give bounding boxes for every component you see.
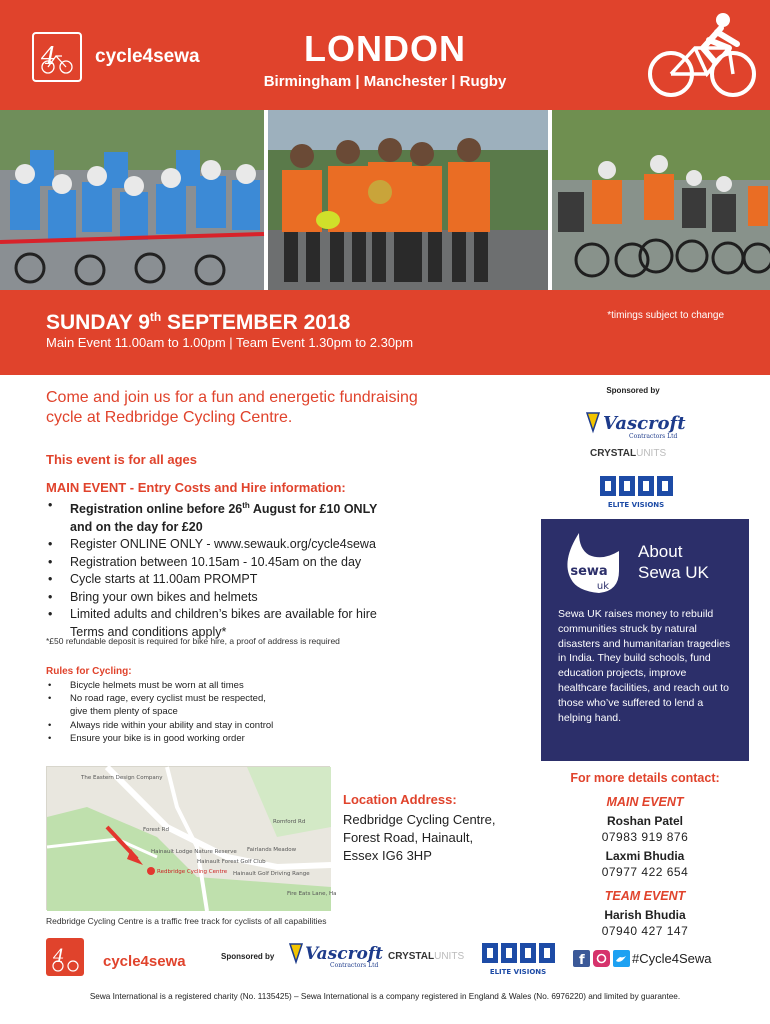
photo-children-start-line [0, 110, 264, 290]
list-item: • Always ride within your ability and stay in control [46, 719, 366, 732]
svg-text:4: 4 [41, 42, 57, 70]
vascroft-logo [570, 411, 696, 440]
brand-name: cycle4sewa [103, 953, 186, 970]
all-ages-heading: This event is for all ages [46, 452, 197, 467]
instagram-icon[interactable] [593, 950, 610, 967]
svg-text:Contractors Ltd: Contractors Ltd [629, 433, 678, 440]
about-title: About Sewa UK [638, 542, 709, 582]
vascroft-logo [288, 942, 384, 975]
about-sewa-panel [541, 519, 749, 761]
svg-text:Vascroft: Vascroft [603, 413, 686, 434]
footer-text: Sewa International is a registered charity (No. 1135425) – Sewa International is a company registered in England & Wales (No. 6976220) and limited by guarantee. [89, 992, 681, 1001]
svg-text:ELITE VISIONS: ELITE VISIONS [607, 501, 665, 509]
elite-visions-logo [480, 941, 556, 982]
elite-visions-logo [598, 474, 674, 515]
map-caption: Redbridge Cycling Centre is a traffic free track for cyclists of all capabilities [46, 916, 327, 926]
main-event-list [46, 497, 456, 641]
page-subtitle: Birmingham | Manchester | Rugby [263, 73, 507, 90]
svg-text:Vascroft: Vascroft [305, 944, 384, 964]
date-banner [0, 290, 770, 375]
contact-phone[interactable]: 07977 422 654 [601, 865, 689, 879]
crystal-units-logo: CRYSTALUNITS [388, 951, 465, 962]
rules-list [46, 679, 366, 745]
contact-phone[interactable]: 07940 427 147 [601, 924, 689, 938]
contact-heading: For more details contact: [570, 771, 720, 785]
event-photos [0, 110, 770, 290]
facebook-icon[interactable] [573, 950, 590, 968]
svg-text:Redbridge Cycling Centre: Redbridge Cycling Centre [157, 869, 228, 875]
main-event-heading: MAIN EVENT - Entry Costs and Hire information: [46, 480, 346, 495]
intro-text: Come and join us for a fun and energetic fundraising cycle at Redbridge Cycling Centre. [46, 389, 418, 426]
event-date: SUNDAY 9th SEPTEMBER 2018 [46, 310, 351, 334]
svg-text:Hainault Forest Golf Club: Hainault Forest Golf Club [197, 859, 266, 865]
list-item: • Limited adults and children’s bikes are available for hire [46, 606, 456, 624]
svg-text:f: f [579, 953, 585, 968]
svg-text:Fairlands Meadow: Fairlands Meadow [247, 847, 297, 853]
svg-text:uk: uk [596, 581, 610, 592]
list-item: and on the day for £20 [70, 519, 203, 534]
list-item: Terms and conditions apply* [70, 624, 227, 639]
social-icons [573, 950, 631, 973]
photo-cyclists-race [552, 110, 770, 290]
list-item: • Bicycle helmets must be worn at all times [46, 679, 366, 692]
rules-heading: Rules for Cycling: [46, 666, 132, 677]
crystal-units-logo: CRYSTALUNITS [590, 448, 667, 459]
svg-text:sewa: sewa [570, 564, 608, 579]
svg-text:Romford Rd: Romford Rd [273, 819, 306, 825]
about-text: Sewa UK raises money to rebuild communities struck by natural disasters and humanitarian tragedies in India. They build schools, fund education projects, improve healthcare facilities, and reach out to those who’ve suffered to lend a helping hand. [558, 608, 731, 724]
twitter-icon[interactable] [613, 950, 630, 967]
header-banner [0, 0, 770, 110]
cycle4sewa-logo-icon [46, 938, 84, 976]
list-item: • No road rage, every cyclist must be respected, [46, 692, 366, 705]
list-item: • Registration between 10.15am - 10.45am on the day [46, 554, 456, 572]
list-item: give them plenty of space [70, 706, 178, 718]
svg-text:Fire Eats Lane, Ha: Fire Eats Lane, Ha [287, 891, 337, 897]
sponsored-by-label: Sponsored by [221, 952, 275, 961]
svg-text:Hainault Lodge Nature Reserve: Hainault Lodge Nature Reserve [151, 849, 237, 855]
location-heading: Location Address: [343, 792, 457, 807]
sponsors-panel [570, 386, 696, 509]
hashtag: #Cycle4Sewa [632, 951, 712, 966]
location-address: Redbridge Cycling Centre, Forest Road, Hainault, Essex IG6 3HP [343, 812, 496, 863]
team-event-contact-heading: TEAM EVENT [604, 889, 686, 903]
svg-text:ELITE VISIONS: ELITE VISIONS [489, 968, 547, 976]
brand-name: cycle4sewa [95, 46, 200, 67]
list-item: • Ensure your bike is in good working order [46, 732, 366, 745]
list-item: • Registration online before 26th August for £10 ONLY [46, 497, 456, 519]
contact-panel [540, 771, 750, 938]
page-title: LONDON [304, 28, 466, 69]
svg-text:The Eastern Design Company: The Eastern Design Company [81, 775, 163, 781]
list-item: • Cycle starts at 11.00am PROMPT [46, 571, 456, 589]
contact-phone[interactable]: 07983 919 876 [601, 830, 689, 844]
svg-text:Hainault Golf Driving Range: Hainault Golf Driving Range [233, 871, 310, 877]
deposit-note: *£50 refundable deposit is required for bike hire, a proof of address is required [46, 636, 340, 646]
location-map[interactable] [46, 766, 337, 910]
photo-team-with-trophy [268, 110, 548, 290]
main-event-contact-heading: MAIN EVENT [606, 795, 684, 809]
sponsored-by-label: Sponsored by [606, 386, 660, 395]
event-times: Main Event 11.00am to 1.00pm | Team Event 1.30pm to 2.30pm [46, 335, 414, 350]
contact-name: Roshan Patel [606, 814, 684, 828]
list-item: • Register ONLINE ONLY - www.sewauk.org/cycle4sewa [46, 536, 456, 554]
contact-name: Laxmi Bhudia [605, 849, 685, 863]
contact-name: Harish Bhudia [604, 908, 686, 922]
svg-text:4: 4 [53, 946, 65, 967]
svg-text:Forest Rd: Forest Rd [143, 827, 169, 833]
list-item: • Bring your own bikes and helmets [46, 589, 456, 607]
sewa-uk-logo-icon [559, 531, 621, 597]
timings-note: *timings subject to change [607, 310, 724, 321]
cyclist-icon [645, 8, 760, 103]
svg-text:Contractors Ltd: Contractors Ltd [330, 962, 379, 969]
